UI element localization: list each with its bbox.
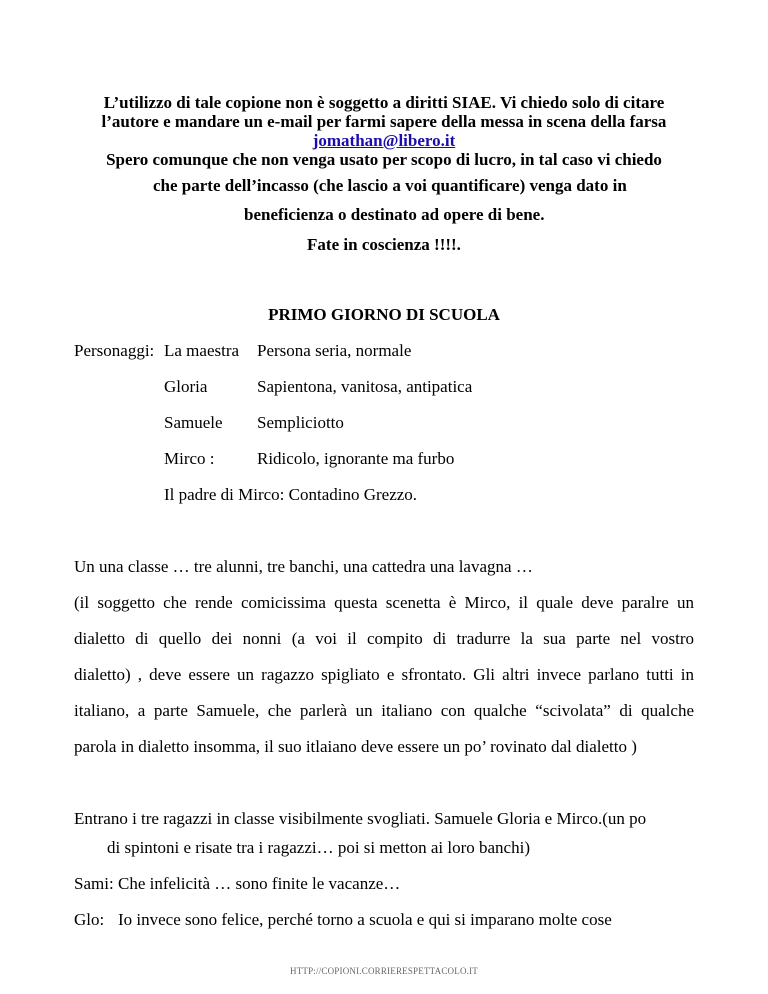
notice-line-3: Spero comunque che non venga usato per scopo di lucro, in tal caso vi chiedo bbox=[106, 150, 662, 169]
setting-line: Un una classe … tre alunni, tre banchi, una cattedra una lavagna … bbox=[74, 557, 533, 576]
dialogue-text: Io invece sono felice, perché torno a scuola e qui si imparano molte cose bbox=[118, 910, 612, 929]
notice-line-4: che parte dell’incasso (che lascio a voi quantificare) venga dato in bbox=[153, 176, 627, 195]
cast-desc: Persona seria, normale bbox=[257, 341, 412, 360]
note-line: (il soggetto che rende comicissima questa scenetta è Mirco, il quale deve paralre un bbox=[74, 593, 694, 612]
stage-direction-line-2: di spintoni e risate tra i ragazzi… poi si metton ai loro banchi) bbox=[107, 838, 530, 857]
footer-url: HTTP://COPIONI.CORRIERESPETTACOLO.IT bbox=[290, 966, 478, 976]
cast-label: Personaggi: bbox=[74, 341, 155, 360]
cast-name: Samuele bbox=[164, 413, 223, 432]
cast-name: Mirco : bbox=[164, 449, 215, 468]
dialogue-text: Che infelicità … sono finite le vacanze… bbox=[118, 874, 401, 893]
play-title: PRIMO GIORNO DI SCUOLA bbox=[268, 305, 500, 324]
cast-desc: Ridicolo, ignorante ma furbo bbox=[257, 449, 455, 468]
cast-extra: Il padre di Mirco: Contadino Grezzo. bbox=[164, 485, 418, 504]
notice-line-6: Fate in coscienza !!!!. bbox=[307, 235, 461, 254]
email-link[interactable]: jomathan@libero.it bbox=[312, 131, 456, 150]
cast-desc: Sapientona, vanitosa, antipatica bbox=[257, 377, 473, 396]
note-line: dialetto) , deve essere un ragazzo spigliato e sfrontato. Gli altri invece parlano tutti in bbox=[74, 665, 694, 684]
notice-line-1: L’utilizzo di tale copione non è soggetto a diritti SIAE. Vi chiedo solo di citare bbox=[103, 93, 665, 112]
notice-email-row bbox=[0, 131, 768, 151]
dialogue-speaker: Glo: bbox=[74, 910, 105, 929]
cast-name: Gloria bbox=[164, 377, 208, 396]
stage-direction-line-1: Entrano i tre ragazzi in classe visibilmente svogliati. Samuele Gloria e Mirco.(un po bbox=[74, 809, 647, 828]
cast-desc: Sempliciotto bbox=[257, 413, 344, 432]
notice-line-5: beneficienza o destinato ad opere di bene. bbox=[244, 205, 545, 224]
cast-name: La maestra bbox=[164, 341, 240, 360]
note-line: parola in dialetto insomma, il suo itlaiano deve essere un po’ rovinato dal dialetto ) bbox=[74, 737, 637, 756]
note-line: dialetto di quello dei nonni (a voi il compito di tradurre la sua parte nel vostro bbox=[74, 629, 694, 648]
notice-line-2: l’autore e mandare un e-mail per farmi sapere della messa in scena della farsa bbox=[101, 112, 667, 131]
note-line: italiano, a parte Samuele, che parlerà un italiano con qualche “scivolata” di qualche bbox=[74, 701, 694, 720]
dialogue-speaker: Sami: bbox=[74, 874, 114, 893]
